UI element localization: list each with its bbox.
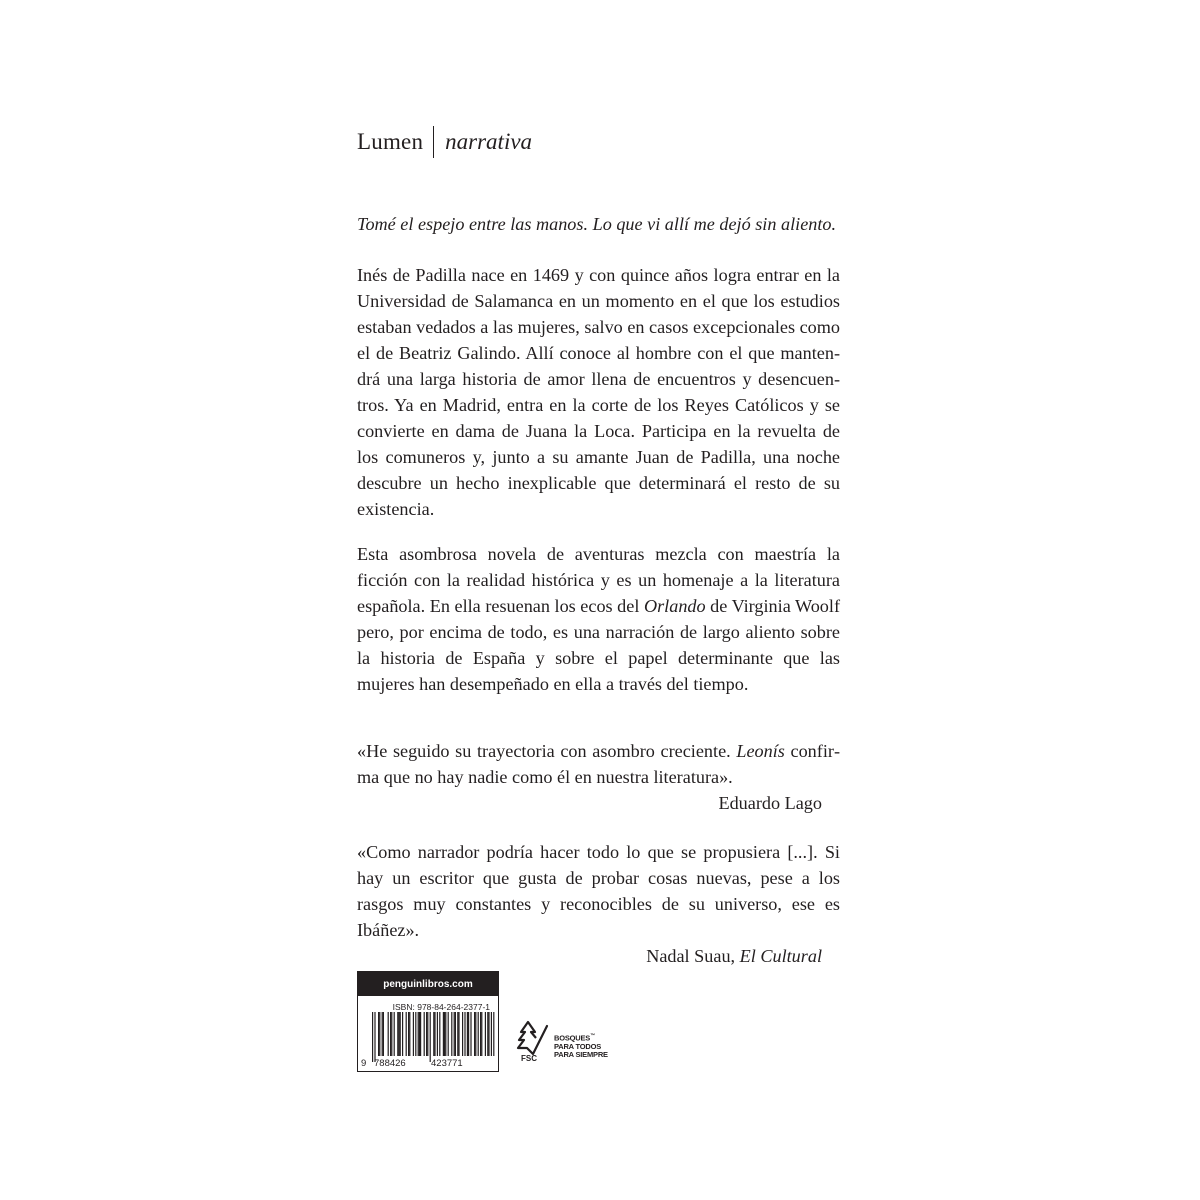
barcode-bar xyxy=(458,1012,459,1056)
synopsis-paragraph-2 xyxy=(357,541,840,697)
barcode-bar xyxy=(487,1012,488,1056)
fsc-slogan xyxy=(554,1032,608,1059)
fsc-label: FSC xyxy=(521,1054,537,1063)
fsc-tree-check-icon xyxy=(516,1020,550,1056)
isbn-label: ISBN: 978-84-264-2377-1 xyxy=(392,1002,490,1012)
barcode-bar xyxy=(462,1012,463,1056)
quote2-source: El Cultural xyxy=(739,946,822,966)
barcode-bar xyxy=(481,1012,482,1056)
synopsis-paragraph-1-text: Inés de Padilla nace en 1469 y con quince años logra entrar en la Universidad de Salamanca en un momento en el que los estudios estaban vedados a las mujeres, salvo en casos excepcionales como el de Beatriz Galindo. Allí conoce al hombre con el que mantendrá una larga historia de amor llena de encuentros y desencuentros. Ya en Madrid, entra en la corte de los Reyes Católicos y se convierte en dama de Juana la Loca. Participa en la revuelta de los comuneros y, junto a su amante Juan de Padilla, una noche descubre un hecho inexplicable que determinará el resto de su existencia. xyxy=(357,265,840,519)
synopsis-paragraph-1 xyxy=(357,262,840,522)
barcode-bar xyxy=(488,1012,489,1056)
barcode-bar xyxy=(454,1012,455,1056)
barcode-bar xyxy=(374,1012,375,1062)
barcode-bar xyxy=(418,1012,419,1056)
barcode-bar xyxy=(383,1012,384,1056)
review-quote-2-text: «Como narrador podría hacer todo lo que se propusiera [...]. Si hay un escritor que gusta de probar cosas nuevas, pese a los rasgos muy constantes y reconocibles de su universo, ese es Ibáñez». xyxy=(357,842,840,940)
barcode-bar xyxy=(448,1012,449,1056)
synopsis-paragraph-2-text xyxy=(357,541,840,697)
barcode-bar xyxy=(474,1012,475,1056)
barcode-digits-right: 423771 xyxy=(431,1058,463,1069)
fsc-logo xyxy=(516,1018,626,1078)
barcode-bar xyxy=(430,1012,431,1062)
barcode-bar xyxy=(491,1012,492,1056)
barcode xyxy=(358,1012,498,1070)
barcode-digit-lead: 9 xyxy=(361,1058,367,1069)
review-quote-1 xyxy=(357,738,840,816)
barcode-bar xyxy=(455,1012,456,1056)
barcode-bar xyxy=(464,1012,465,1056)
barcode-bar xyxy=(391,1012,392,1056)
barcode-bar xyxy=(445,1012,446,1056)
barcode-bar xyxy=(443,1012,444,1056)
barcode-bar xyxy=(390,1012,391,1056)
barcode-bar xyxy=(415,1012,416,1056)
barcode-bar xyxy=(437,1012,438,1056)
barcode-bar xyxy=(406,1012,407,1056)
barcode-digits-left: 788426 xyxy=(374,1058,406,1069)
barcode-bar xyxy=(413,1012,414,1056)
barcode-bar xyxy=(420,1012,421,1056)
fsc-slogan-line-2: PARA TODOS xyxy=(554,1041,602,1051)
quote1-text-a: «He seguido su trayectoria con asombro creciente. xyxy=(357,741,737,761)
brand-divider xyxy=(433,126,434,158)
para2-text-a: Esta asombrosa novela de aventuras mezcla con maestría la ficción con la realidad histórica y es un homenaje a la literatura española. En ella resuenan los ecos del xyxy=(357,544,840,616)
barcode-bar xyxy=(372,1012,373,1062)
fsc-slogan-line-3: PARA SIEMPRE xyxy=(554,1049,608,1059)
barcode-bar xyxy=(397,1012,398,1056)
barcode-bar xyxy=(433,1012,434,1056)
barcode-bar xyxy=(457,1012,458,1056)
barcode-bar xyxy=(400,1012,401,1056)
barcode-bar xyxy=(475,1012,476,1056)
epigraph-text: Tomé el espejo entre las manos. Lo que vi allí me dejó sin aliento. xyxy=(357,214,837,234)
barcode-bar xyxy=(451,1012,452,1056)
barcode-bar xyxy=(378,1012,379,1056)
barcode-bar xyxy=(467,1012,468,1056)
review-quote-2 xyxy=(357,839,840,969)
barcode-bar xyxy=(402,1012,403,1056)
review-quote-2-author xyxy=(357,943,840,969)
orlando-title: Orlando xyxy=(643,596,706,616)
barcode-bar xyxy=(394,1012,395,1056)
barcode-bar xyxy=(408,1012,409,1056)
review-quote-1-author: Eduardo Lago xyxy=(718,793,822,813)
fsc-trademark: ™ xyxy=(590,1033,595,1039)
publisher-brand xyxy=(357,124,532,160)
barcode-bar xyxy=(398,1012,399,1056)
barcode-bar xyxy=(426,1012,427,1056)
barcode-bar xyxy=(478,1012,479,1056)
quote1-text-b: confirma que no hay nadie como él en nuestra literatura». xyxy=(357,741,840,787)
barcode-bar xyxy=(439,1012,440,1056)
barcode-bar xyxy=(480,1012,481,1056)
barcode-bar xyxy=(419,1012,420,1056)
barcode-bar xyxy=(434,1012,435,1056)
barcode-bar xyxy=(424,1012,425,1056)
isbn-barcode-box xyxy=(357,971,499,1072)
barcode-bar xyxy=(388,1012,389,1056)
barcode-bar xyxy=(409,1012,410,1056)
barcode-bar xyxy=(379,1012,380,1056)
fsc-slogan-line-1: BOSQUES xyxy=(554,1033,591,1043)
barcode-bar xyxy=(444,1012,445,1056)
review-quote-1-text xyxy=(357,738,840,790)
barcode-bar xyxy=(427,1012,428,1056)
epigraph xyxy=(357,211,840,237)
leonis-title: Leonís xyxy=(736,741,785,761)
barcode-bar xyxy=(470,1012,471,1056)
para2-text-b: de Virginia Woolf pero, por encima de todo, es una narración de largo aliento sobre la historia de España y sobre el papel determinante que las mujeres han desempeñado en ella a través del tiempo. xyxy=(357,596,840,694)
barcode-bar xyxy=(382,1012,383,1056)
collection-name: narrativa xyxy=(445,129,533,154)
barcode-bar xyxy=(468,1012,469,1056)
barcode-bar xyxy=(493,1012,494,1056)
quote2-author-name: Nadal Suau, xyxy=(646,946,740,966)
publisher-website: penguinlibros.com xyxy=(358,972,498,996)
barcode-bar xyxy=(485,1012,486,1056)
imprint-name: Lumen xyxy=(357,129,424,154)
